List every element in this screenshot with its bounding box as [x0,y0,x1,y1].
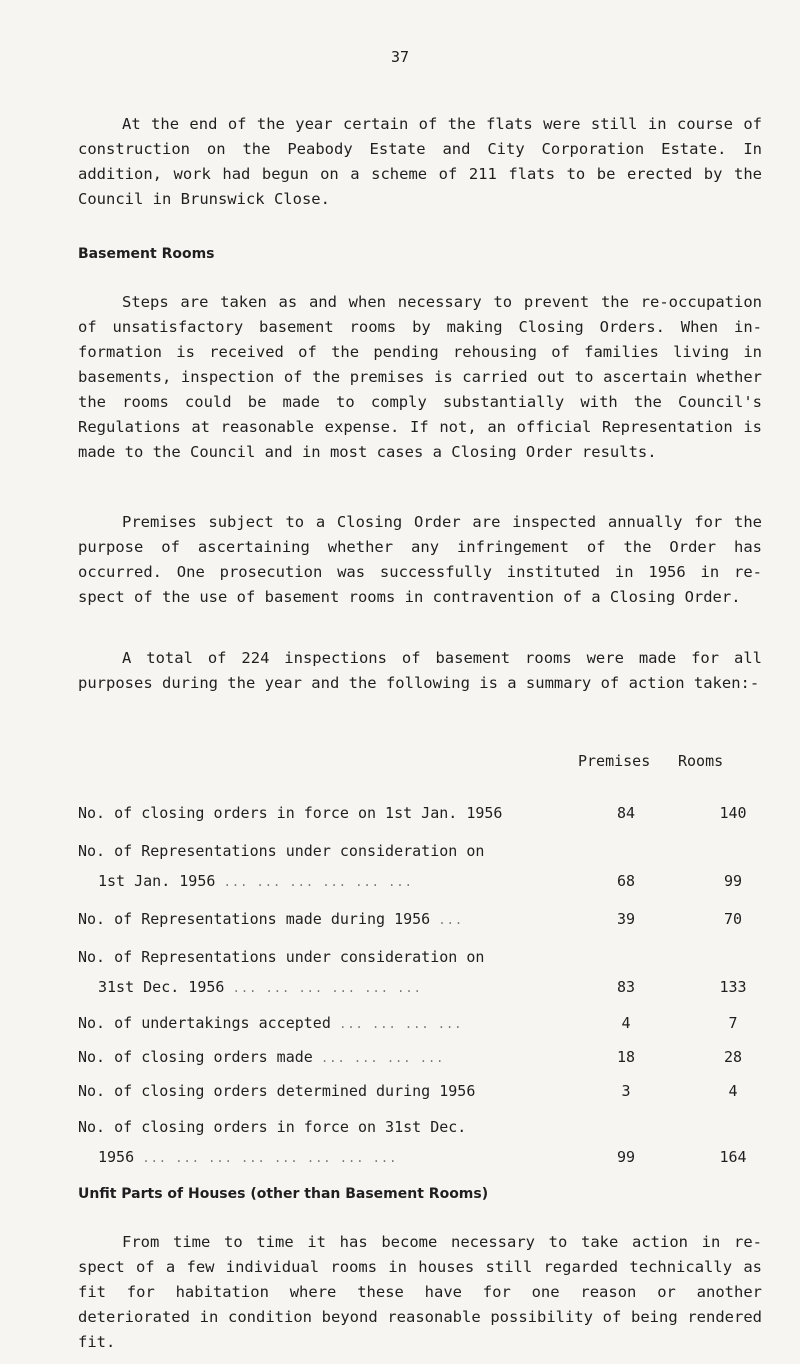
rooms-value: 164 [719,1148,747,1166]
column-header-rooms: Rooms [678,752,724,770]
premises-value: 68 [616,872,636,890]
intro-paragraph: At the end of the year certain of the flats were still in course of construction on the Peabody Estate and City Corporation Estate. In addition, work had begun on a scheme of 211 flats to be erected by the Council in Brunswick Close. [78,115,762,208]
row-label: No. of undertakings accepted ... ... ... ... [78,1014,463,1032]
rooms-value: 28 [723,1048,743,1066]
row-label: No. of closing orders in force on 1st Jan. 1956 [78,804,503,822]
page-number: 37 [390,48,410,66]
premises-value: 83 [616,978,636,996]
premises-value: 99 [616,1148,636,1166]
row-label: No. of Representations under consideration on [78,948,485,966]
rooms-value: 99 [723,872,743,890]
rooms-value: 140 [719,804,747,822]
row-label: No. of Representations made during 1956 ... [78,910,464,928]
row-label-continued: 1st Jan. 1956 ... ... ... ... ... ... [98,872,413,890]
basement-paragraph-1: Steps are taken as and when necessary to prevent the re-occupation of unsatisfactory basement rooms by making Closing Orders. When in- formation is received of the pending rehousing of families living in basements, inspection of the premises is carried out to ascertain whether the rooms could be made to comply substantially with the Council's Regulations at reasonable expense. If not, an official Representation is made to the Council and in most cases a Closing Order results. [78,293,762,461]
row-label: No. of closing orders made ... ... ... ... [78,1048,445,1066]
rooms-value: 133 [719,978,747,996]
row-label: No. of closing orders determined during 1956 [78,1082,476,1100]
premises-value: 4 [621,1014,631,1032]
row-label-continued: 31st Dec. 1956 ... ... ... ... ... ... [98,978,422,996]
row-label-continued: 1956 ... ... ... ... ... ... ... ... [98,1148,398,1166]
rooms-value: 4 [728,1082,738,1100]
unfit-paragraph-1: From time to time it has become necessary to take action in re- spect of a few individual rooms in houses still regarded technically as fit for habitation where these have for one reason or another deteriorated in condition beyond reasonable possibility of being rendered fit. [78,1233,762,1351]
rooms-value: 7 [728,1014,738,1032]
premises-value: 3 [621,1082,631,1100]
premises-value: 39 [616,910,636,928]
unfit-parts-heading: Unfit Parts of Houses (other than Basement Rooms) [78,1186,489,1202]
basement-rooms-heading: Basement Rooms [78,246,215,262]
rooms-value: 70 [723,910,743,928]
basement-paragraph-3: A total of 224 inspections of basement rooms were made for all purposes during the year and the following is a summary of action taken:- [78,649,762,692]
basement-paragraph-2: Premises subject to a Closing Order are inspected annually for the purpose of ascertaining whether any infringement of the Order has occurred. One prosecution was successfully instituted in 1956 in re- spect of the use of basement rooms in contravention of a Closing Order. [78,513,762,606]
premises-value: 18 [616,1048,636,1066]
premises-value: 84 [616,804,636,822]
row-label: No. of closing orders in force on 31st Dec. [78,1118,467,1136]
column-header-premises: Premises [578,752,651,770]
row-label: No. of Representations under consideration on [78,842,485,860]
